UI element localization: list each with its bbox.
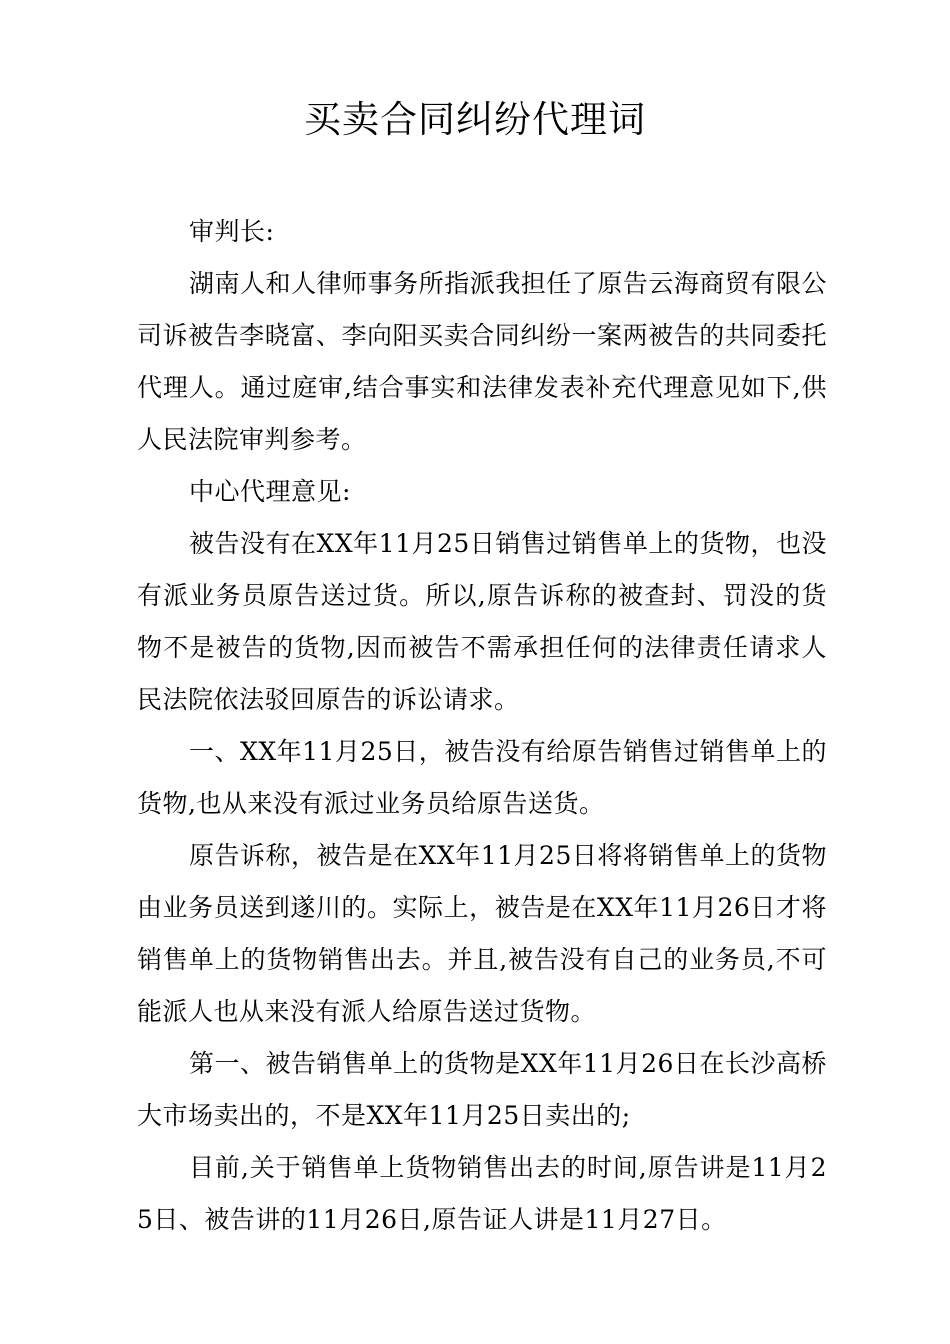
paragraph-plaintiff-claim: 原告诉称，被告是在XX年11月25日将将销售单上的货物由业务员送到遂川的。实际上，被告是在XX年11月26日才将销售单上的货物销售出去。并且,被告没有自己的业务员,不可能派人也从来没有派人给原告送过货物。 (137, 841, 827, 1026)
paragraph-point-one: 一、XX年11月25日，被告没有给原告销售过销售单上的货物,也从来没有派过业务员给原告送货。 (137, 737, 827, 818)
document-title: 买卖合同纠纷代理词 (304, 98, 646, 141)
paragraph-central-opinion-heading: 中心代理意见: (189, 477, 351, 506)
paragraph-sale-dates: 目前,关于销售单上货物销售出去的时间,原告讲是11月25日、被告讲的11月26日,原告证人讲是11月27日。 (137, 1153, 827, 1234)
paragraph-first-reason: 第一、被告销售单上的货物是XX年11月26日在长沙高桥大市场卖出的，不是XX年11月25日卖出的; (137, 1049, 827, 1130)
paragraph-central-opinion: 被告没有在XX年11月25日销售过销售单上的货物，也没有派业务员原告送过货。所以,原告诉称的被查封、罚没的货物不是被告的货物,因而被告不需承担任何的法律责任请求人民法院依法驳回原告的诉讼请求。 (137, 529, 827, 714)
document-body (137, 206, 827, 1246)
paragraph-salutation: 审判长: (189, 217, 275, 246)
paragraph-introduction: 湖南人和人律师事务所指派我担任了原告云海商贸有限公司诉被告李晓富、李向阳买卖合同纠纷一案两被告的共同委托代理人。通过庭审,结合事实和法律发表补充代理意见如下,供人民法院审判参考。 (137, 269, 827, 454)
